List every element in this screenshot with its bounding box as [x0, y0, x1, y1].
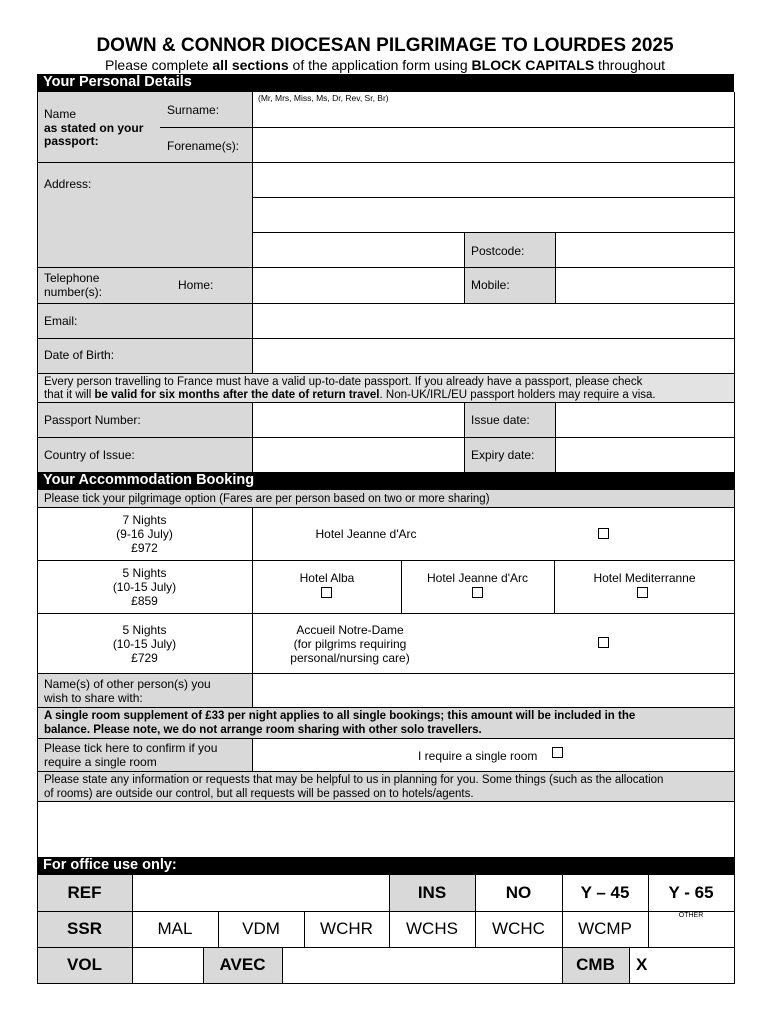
single-room-checkbox[interactable]: [552, 747, 563, 758]
option-2-hotel-mediterranne-checkbox[interactable]: [637, 587, 648, 598]
address-label: Address:: [44, 177, 92, 191]
passport-number-field[interactable]: [253, 403, 464, 437]
office-wcmp: WCMP: [578, 919, 632, 938]
passport-note-line-2: [44, 388, 656, 402]
option-3-hotel-line-2: (for pilgrims requiring: [293, 637, 407, 651]
single-room-text: I require a single room: [418, 749, 538, 763]
mobile-label: Mobile:: [471, 278, 510, 292]
expiry-date-label: Expiry date:: [471, 448, 535, 462]
single-room-label-2: require a single room: [44, 755, 157, 769]
home-label: Home:: [178, 278, 214, 292]
office-use-heading: For office use only:: [37, 857, 734, 875]
supplement-line-1: A single room supplement of £33 per night applies to all single bookings; this amount will be included in the: [44, 710, 636, 722]
dob-field[interactable]: [253, 339, 734, 373]
personal-details-heading: Your Personal Details: [37, 74, 734, 92]
requests-line-1: Please state any information or requests that may be helpful to us in planning for you. Some things (such as the allocation: [44, 774, 664, 786]
office-wchr: WCHR: [320, 919, 373, 938]
option-2-hotel-alba-checkbox[interactable]: [321, 587, 332, 598]
email-field[interactable]: [253, 304, 734, 338]
surname-label: Surname:: [167, 103, 220, 117]
office-wchs: WCHS: [406, 919, 458, 938]
telephone-label-1: Telephone: [44, 271, 100, 285]
name-sublabel-2: passport:: [44, 134, 99, 148]
share-label-2: wish to share with:: [44, 691, 143, 705]
passport-number-label: Passport Number:: [44, 413, 141, 427]
option-2-price: £859: [131, 594, 158, 608]
page-subtitle: [0, 57, 770, 73]
option-3-nights: 5 Nights: [122, 623, 167, 637]
share-label-1: Name(s) of other person(s) you: [44, 677, 211, 691]
subtitle-bold-sections: all sections: [212, 57, 289, 73]
share-with-field[interactable]: [253, 674, 734, 707]
passport-note-2c: . Non-UK/IRL/EU passport holders may require a visa.: [379, 389, 656, 401]
dob-label: Date of Birth:: [44, 348, 115, 362]
page-title: DOWN & CONNOR DIOCESAN PILGRIMAGE TO LOURDES 2025: [96, 35, 674, 56]
office-avec: AVEC: [219, 955, 266, 974]
telephone-label-2: number(s):: [44, 285, 103, 299]
issue-date-field[interactable]: [556, 403, 734, 437]
name-sublabel-1: as stated on your: [44, 121, 144, 135]
option-3-hotel-line-1: Accueil Notre-Dame: [296, 623, 404, 637]
subtitle-suffix: throughout: [594, 57, 666, 73]
postcode-label: Postcode:: [471, 244, 525, 258]
accommodation-intro: Please tick your pilgrimage option (Fares are per person based on two or more sharing): [44, 493, 490, 505]
subtitle-bold-capitals: BLOCK CAPITALS: [471, 57, 595, 73]
option-3-price: £729: [131, 651, 158, 665]
office-mal: MAL: [157, 919, 193, 938]
expiry-date-field[interactable]: [556, 438, 734, 472]
option-2-dates: (10-15 July): [112, 580, 177, 594]
forename-label: Forename(s):: [167, 139, 240, 153]
subtitle-mid: of the application form using: [288, 57, 472, 73]
office-no: NO: [505, 883, 532, 902]
office-ins: INS: [417, 883, 447, 902]
passport-note-2b: be valid for six months after the date of return travel: [94, 389, 380, 401]
office-ssr: SSR: [67, 919, 102, 938]
office-wchc: WCHC: [492, 919, 545, 938]
option-2-hotel-mediterranne: Hotel Mediterranne: [593, 571, 696, 585]
issue-date-label: Issue date:: [471, 413, 530, 427]
single-room-label-1: Please tick here to confirm if you: [44, 741, 218, 755]
option-2-nights: 5 Nights: [122, 566, 167, 580]
name-label: Name: [44, 107, 77, 121]
passport-note-line-1: Every person travelling to France must have a valid up-to-date passport. If you already have a passport, please check: [44, 376, 643, 388]
option-2-hotel-jeanne: Hotel Jeanne d'Arc: [426, 571, 528, 585]
option-2-hotel-alba: Hotel Alba: [299, 571, 355, 585]
option-3-hotel-line-3: personal/nursing care): [290, 651, 410, 665]
home-phone-field[interactable]: [253, 268, 464, 303]
office-cmb: CMB: [576, 955, 615, 974]
postcode-field[interactable]: [556, 233, 734, 267]
office-other: OTHER: [678, 912, 704, 919]
title-hint: (Mr, Mrs, Miss, Ms, Dr, Rev, Sr, Br): [258, 93, 389, 103]
requests-line-2: of rooms) are outside our control, but all requests will be passed on to hotels/agents.: [44, 788, 474, 800]
subtitle-prefix: Please complete: [104, 57, 213, 73]
country-label: Country of Issue:: [44, 448, 135, 462]
address-line-2-field[interactable]: [253, 198, 734, 232]
address-line-3-field[interactable]: [253, 233, 464, 267]
accommodation-heading: Your Accommodation Booking: [37, 472, 734, 490]
country-field[interactable]: [253, 438, 464, 472]
mobile-phone-field[interactable]: [556, 268, 734, 303]
option-1-nights: 7 Nights: [122, 513, 167, 527]
office-y65: Y - 65: [668, 883, 714, 902]
supplement-line-2: balance. Please note, we do not arrange room sharing with other solo travellers.: [44, 724, 482, 736]
option-3-checkbox[interactable]: [598, 637, 609, 648]
option-3-dates: (10-15 July): [112, 637, 177, 651]
option-1-price: £972: [131, 541, 158, 555]
email-label: Email:: [44, 314, 78, 328]
address-line-1-field[interactable]: [253, 163, 734, 197]
office-vdm: VDM: [242, 919, 280, 938]
forename-field[interactable]: [253, 128, 734, 162]
office-vol: VOL: [67, 955, 102, 974]
office-y45: Y – 45: [580, 883, 630, 902]
office-ref: REF: [67, 883, 102, 902]
passport-note-2a: that it will: [44, 389, 95, 401]
option-1-checkbox[interactable]: [598, 528, 609, 539]
option-2-hotel-jeanne-checkbox[interactable]: [472, 587, 483, 598]
office-x: X: [636, 955, 648, 974]
requests-field[interactable]: [38, 802, 734, 857]
option-1-dates: (9-16 July): [116, 527, 173, 541]
option-1-hotel: Hotel Jeanne d'Arc: [315, 527, 417, 541]
